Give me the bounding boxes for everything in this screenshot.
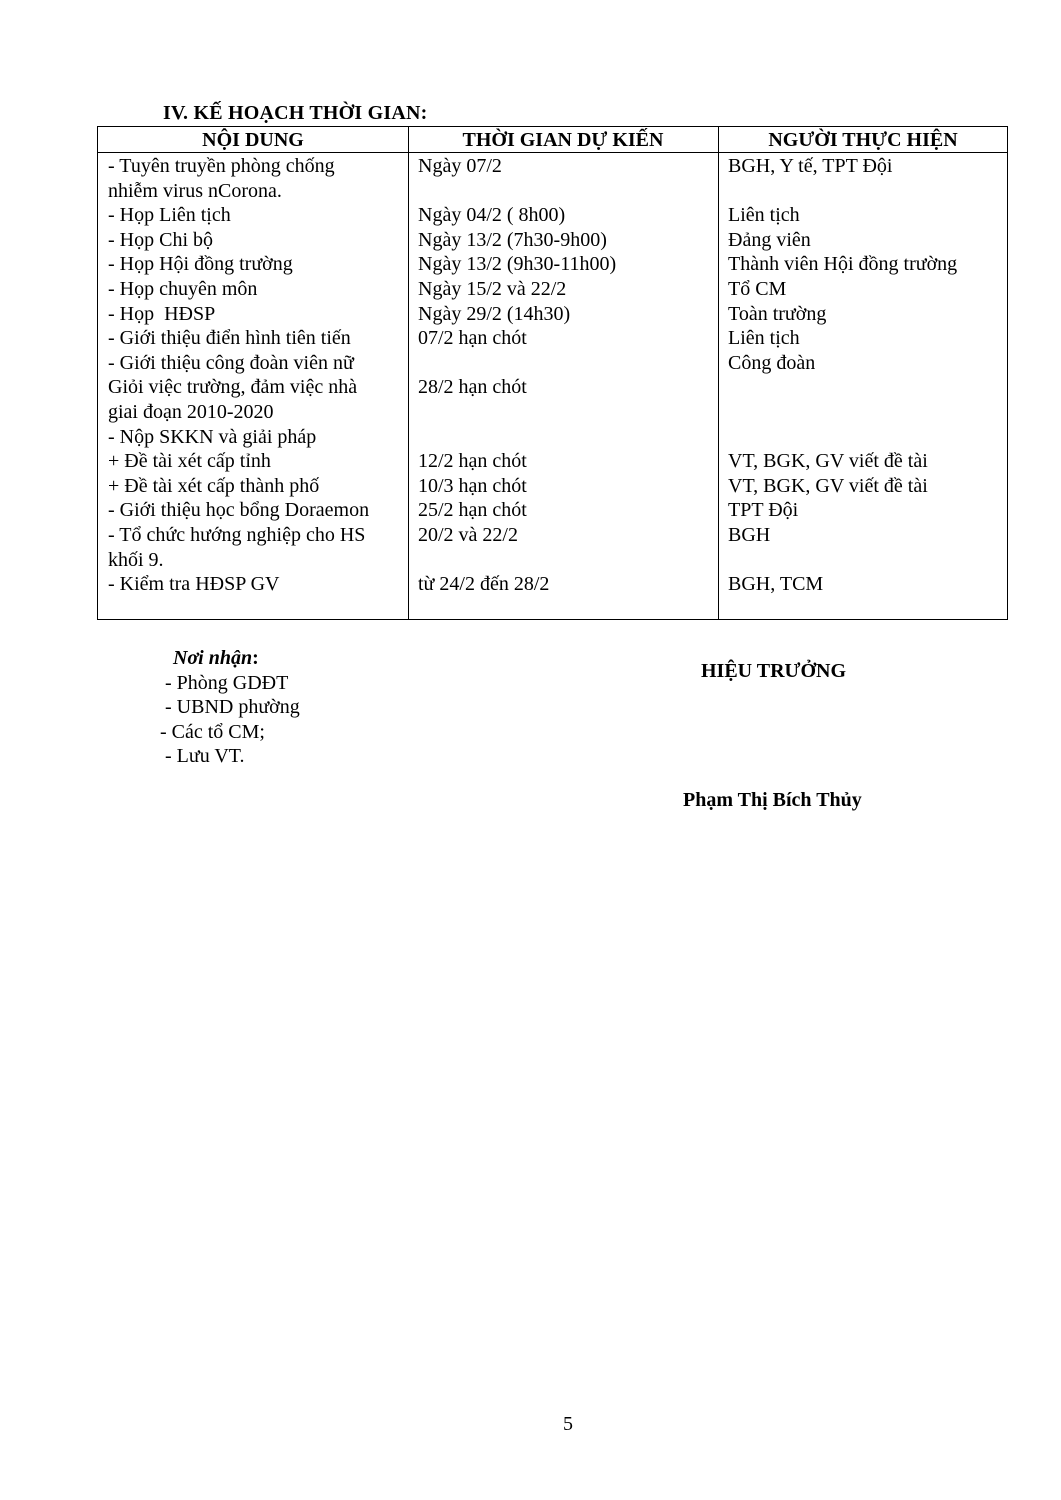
- content-column: [108, 154, 369, 597]
- table-line: + Đề tài xét cấp thành phố: [108, 474, 320, 497]
- table-line: - Kiểm tra HĐSP GV: [108, 573, 280, 596]
- table-line: - Giới thiệu công đoàn viên nữ: [108, 351, 354, 374]
- table-line: - Tổ chức hướng nghiệp cho HS: [108, 523, 366, 546]
- table-line: TPT Đội: [728, 499, 799, 522]
- signature-title: HIỆU TRƯỞNG: [701, 660, 847, 682]
- table-line: 12/2 hạn chót: [418, 450, 527, 473]
- table-line: 28/2 hạn chót: [418, 376, 527, 399]
- column-divider: [718, 127, 719, 619]
- table-line: giai đoạn 2010-2020: [108, 400, 274, 423]
- table-line: - Tuyên truyền phòng chống: [108, 155, 335, 177]
- table-line: Đảng viên: [728, 228, 811, 251]
- time-column: [418, 154, 616, 597]
- table-line: - Họp Liên tịch: [108, 204, 231, 227]
- table-line: Ngày 07/2: [418, 155, 502, 177]
- table-line: Tổ CM: [728, 277, 787, 300]
- recipients-heading: [160, 646, 300, 671]
- table-line: [728, 179, 957, 204]
- table-line: Thành viên Hội đồng trường: [728, 253, 958, 276]
- table-line: Ngày 04/2 ( 8h00): [418, 204, 566, 227]
- table-line: - Giới thiệu học bổng Doraemon: [108, 499, 370, 522]
- table-line: - Họp Hội đồng trường: [108, 253, 293, 276]
- header-person: NGƯỜI THỰC HIỆN: [768, 129, 958, 151]
- table-line: [418, 548, 616, 573]
- table-line: Ngày 29/2 (14h30): [418, 302, 571, 325]
- table-line: nhiễm virus nCorona.: [108, 179, 282, 202]
- table-line: Liên tịch: [728, 204, 800, 227]
- table-line: VT, BGK, GV viết đề tài: [728, 450, 928, 473]
- recipient-item: - Lưu VT.: [160, 745, 245, 768]
- recipients-block: [160, 646, 300, 769]
- header-divider: [98, 152, 1007, 153]
- table-line: Ngày 15/2 và 22/2: [418, 277, 567, 300]
- section-title: IV. KẾ HOẠCH THỜI GIAN:: [163, 102, 428, 124]
- recipients-label: Nơi nhận: [173, 647, 253, 669]
- signature-name: Phạm Thị Bích Thủy: [683, 789, 862, 811]
- table-line: - Họp Chi bộ: [108, 228, 213, 251]
- table-line: Toàn trường: [728, 302, 827, 325]
- table-line: - Giới thiệu điển hình tiên tiến: [108, 327, 351, 350]
- table-line: BGH, Y tế, TPT Đội: [728, 155, 893, 177]
- table-line: [418, 351, 616, 376]
- table-line: khối 9.: [108, 548, 164, 571]
- recipient-item: - UBND phường: [160, 696, 300, 719]
- table-line: [418, 400, 616, 425]
- table-line: Ngày 13/2 (7h30-9h00): [418, 228, 607, 251]
- table-line: 20/2 và 22/2: [418, 523, 518, 546]
- table-line: + Đề tài xét cấp tỉnh: [108, 450, 271, 473]
- header-time: THỜI GIAN DỰ KIẾN: [462, 129, 664, 151]
- table-line: 07/2 hạn chót: [418, 327, 527, 350]
- table-line: [418, 179, 616, 204]
- table-line: Liên tịch: [728, 327, 800, 350]
- time-plan-table: [97, 126, 1008, 620]
- recipients-colon: :: [252, 647, 259, 669]
- table-line: từ 24/2 đến 28/2: [418, 573, 550, 596]
- header-content: NỘI DUNG: [202, 129, 304, 151]
- table-line: VT, BGK, GV viết đề tài: [728, 474, 928, 497]
- table-line: Giỏi việc trường, đảm việc nhà: [108, 376, 358, 399]
- table-line: [418, 425, 616, 450]
- table-line: BGH: [728, 523, 771, 546]
- person-column: [728, 154, 957, 597]
- table-line: [728, 548, 957, 573]
- table-line: [728, 425, 957, 450]
- page-number: 5: [563, 1413, 573, 1435]
- recipient-item: - Các tổ CM;: [160, 720, 265, 743]
- table-line: [728, 400, 957, 425]
- column-divider: [408, 127, 409, 619]
- table-line: 10/3 hạn chót: [418, 474, 527, 497]
- table-line: BGH, TCM: [728, 573, 824, 596]
- table-line: 25/2 hạn chót: [418, 499, 527, 522]
- table-line: Công đoàn: [728, 351, 816, 374]
- table-line: - Họp chuyên môn: [108, 277, 258, 300]
- table-line: Ngày 13/2 (9h30-11h00): [418, 253, 617, 276]
- table-line: - Họp HĐSP: [108, 302, 216, 325]
- recipient-item: - Phòng GDĐT: [160, 671, 289, 694]
- table-line: [728, 375, 957, 400]
- table-line: - Nộp SKKN và giải pháp: [108, 425, 317, 448]
